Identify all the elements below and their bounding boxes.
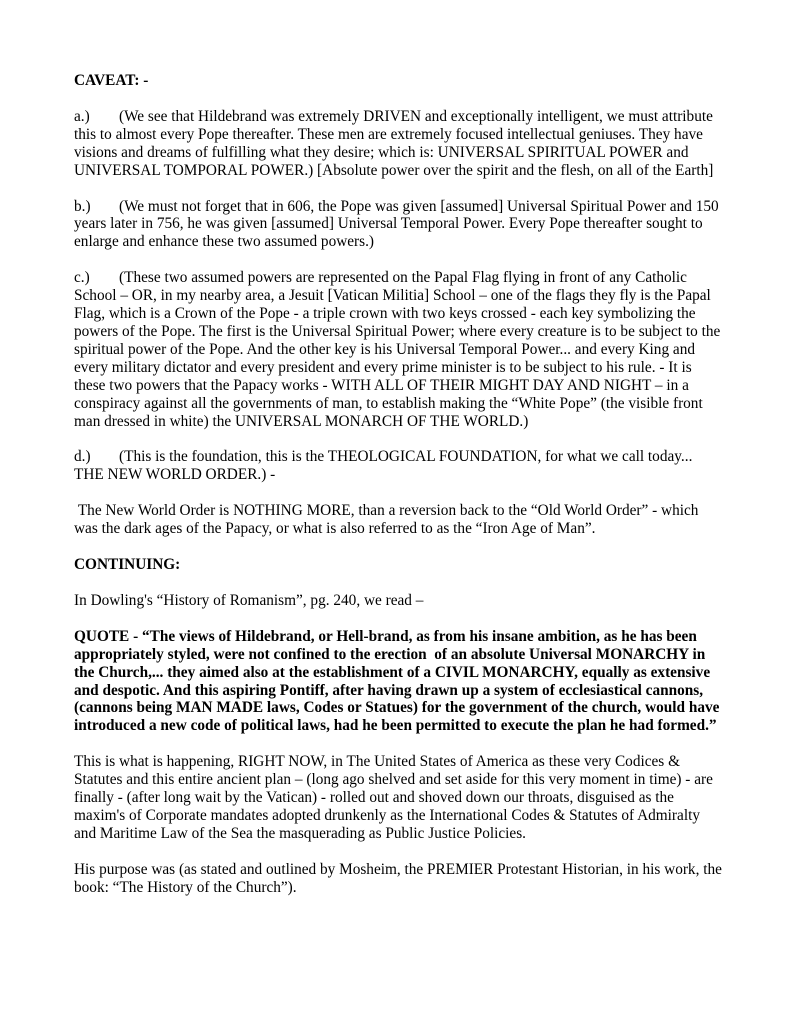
caveat-item-b bbox=[74, 198, 724, 252]
item-text: (This is the foundation, this is the THEOLOGICAL FOUNDATION, for what we call today... THE NEW WORLD ORDER.) - bbox=[74, 448, 693, 484]
item-marker: b.) bbox=[74, 197, 91, 215]
item-marker: d.) bbox=[74, 448, 91, 466]
caveat-item-d bbox=[74, 448, 724, 484]
item-text: (We see that Hildebrand was extremely DRIVEN and exceptionally intelligent, we must attribute this to almost every Pope thereafter. These men are extremely focused intellectual geniuses. They have visions and dreams of fulfilling what they desire; which is: UNIVERSAL SPIRITUAL POWER and UNIVERSAL TOMPORAL POWER.) [Absolute power over the spirit and the flesh, on all of the Earth] bbox=[74, 107, 714, 179]
item-text: (These two assumed powers are represented on the Papal Flag flying in front of any Catholic School – OR, in my nearby area, a Jesuit [Vatican Militia] School – one of the flags they fly is the Papal Flag, which is a Crown of the Pope - a triple crown with two keys crossed - each key symbolizing the powers of the Pope. The first is the Universal Spiritual Power; where every creature is to be subject to the spiritual power of the Pope. And the other key is his Universal Temporal Power... and every King and every military dictator and every president and every prime minister is to be subject to his rule. - It is these two powers that the Papacy works - WITH ALL OF THEIR MIGHT DAY AND NIGHT – in a conspiracy against all the governments of man, to establish making the “White Pope” (the visible front man dressed in white) the UNIVERSAL MONARCH OF THE WORLD.) bbox=[74, 269, 721, 430]
continuing-heading: CONTINUING: bbox=[74, 556, 181, 574]
item-text: (We must not forget that in 606, the Pope was given [assumed] Universal Spiritual Power and 150 years later in 756, he was given [assumed] Universal Temporal Power. Every Pope thereafter sought to enlarge and enhance these two assumed powers.) bbox=[74, 197, 719, 251]
hildebrand-quote: QUOTE - “The views of Hildebrand, or Hell-brand, as from his insane ambition, as he has been appropriately styled, were not confined to the erection of an absolute Universal MONARCHY in the Church,... they aimed also at the establishment of a CIVIL MONARCHY, equally as extensive and despotic. And this aspiring Pontiff, after having drawn up a system of ecclesiastical cannons, (cannons being MAN MADE laws, Codes or Statues) for the government of the church, would have introduced a new code of political laws, had he been permitted to execute the plan he had formed.” bbox=[74, 627, 724, 735]
dowling-intro: In Dowling's “History of Romanism”, pg. 240, we read – bbox=[74, 591, 424, 609]
new-world-order-paragraph: The New World Order is NOTHING MORE, than a reversion back to the “Old World Order” - which was the dark ages of the Papacy, or what is also referred to as the “Iron Age of Man”. bbox=[74, 502, 703, 538]
item-marker: a.) bbox=[74, 107, 90, 125]
document-page bbox=[74, 72, 724, 915]
item-marker: c.) bbox=[74, 269, 90, 287]
caveat-item-c bbox=[74, 269, 724, 430]
usa-paragraph: This is what is happening, RIGHT NOW, in The United States of America as these very Codices & Statutes and this entire ancient plan – (long ago shelved and set aside for this very moment in time) - are finally - (after long wait by the Vatican) - rolled out and shoved down our throats, disguised as the maxim's of Corporate mandates adopted drunkenly as the International Codes & Statutes of Admiralty and Maritime Law of the Sea the masquerading as Public Justice Policies. bbox=[74, 753, 713, 842]
caveat-item-a bbox=[74, 108, 724, 180]
caveat-heading: CAVEAT: - bbox=[74, 72, 149, 89]
purpose-paragraph: His purpose was (as stated and outlined by Mosheim, the PREMIER Protestant Historian, in his work, the book: “The History of the Church”). bbox=[74, 860, 722, 896]
